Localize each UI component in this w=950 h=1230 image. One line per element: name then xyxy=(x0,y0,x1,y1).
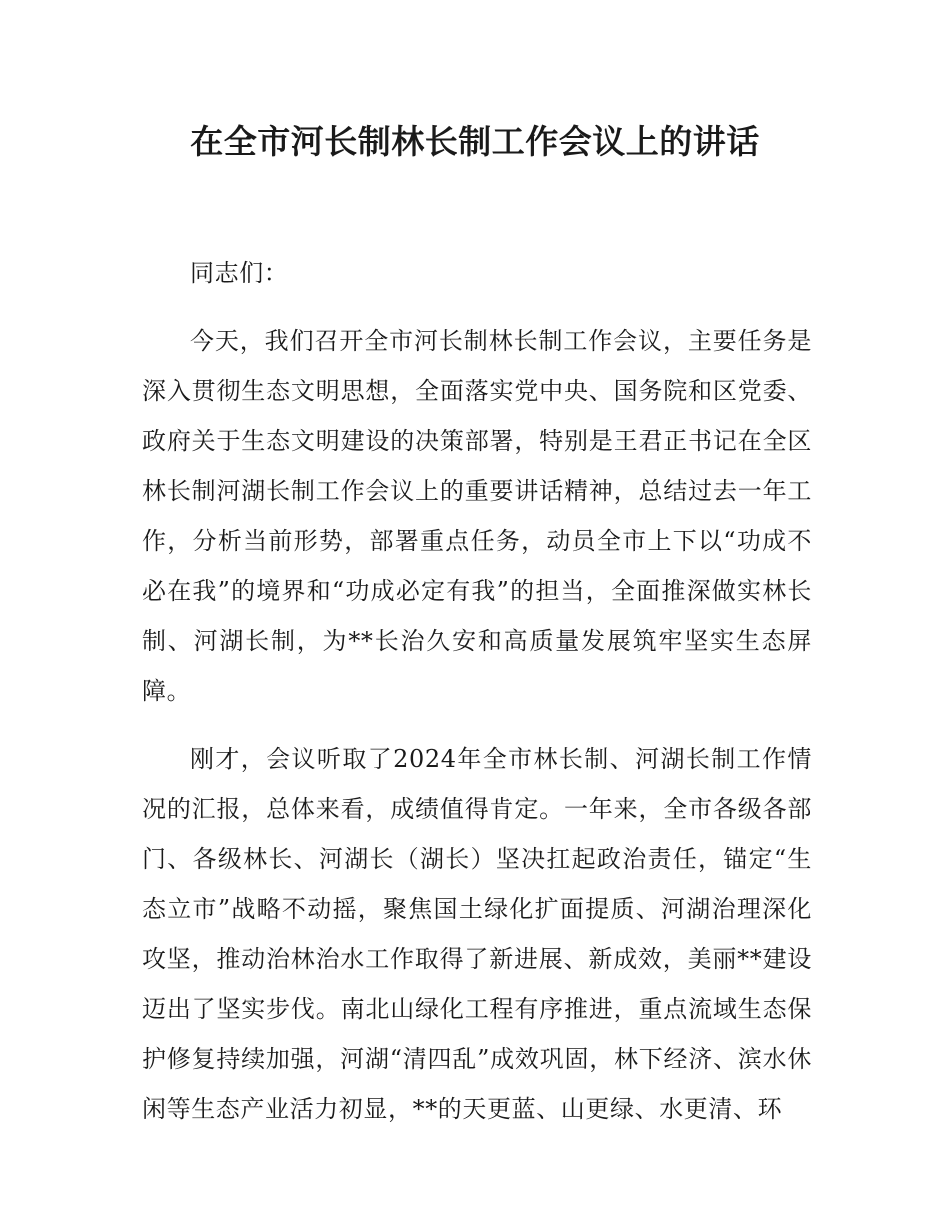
salutation: 同志们： xyxy=(190,259,289,287)
document-title: 在全市河长制林长制工作会议上的讲话 xyxy=(190,122,760,161)
paragraph-1: 今天，我们召开全市河长制林长制工作会议，主要任务是深入贯彻生态文明思想，全面落实党中央、国务院和区党委、政府关于生态文明建设的决策部署，特别是王君正书记在全区林长制河湖长制工作会议上的重要讲话精神，总结过去一年工作，分析当前形势，部署重点任务，动员全市上下以“功成不必在我”的境界和“功成必定有我”的担当，全面推深做实林长制、河湖长制，为**长治久安和高质量发展筑牢坚实生态屏障。 xyxy=(142,327,812,705)
document-body xyxy=(142,248,812,1134)
paragraph-2: 刚才，会议听取了2024年全市林长制、河湖长制工作情况的汇报，总体来看，成绩值得肯定。一年来，全市各级各部门、各级林长、河湖长（湖长）坚决扛起政治责任，锚定“生态立市”战略不动摇，聚焦国土绿化扩面提质、河湖治理深化攻坚，推动治林治水工作取得了新进展、新成效，美丽**建设迈出了坚实步伐。南北山绿化工程有序推进，重点流域生态保护修复持续加强，河湖“清四乱”成效巩固，林下经济、滨水休闲等生态产业活力初显，**的天更蓝、山更绿、水更清、环 xyxy=(142,745,812,1123)
